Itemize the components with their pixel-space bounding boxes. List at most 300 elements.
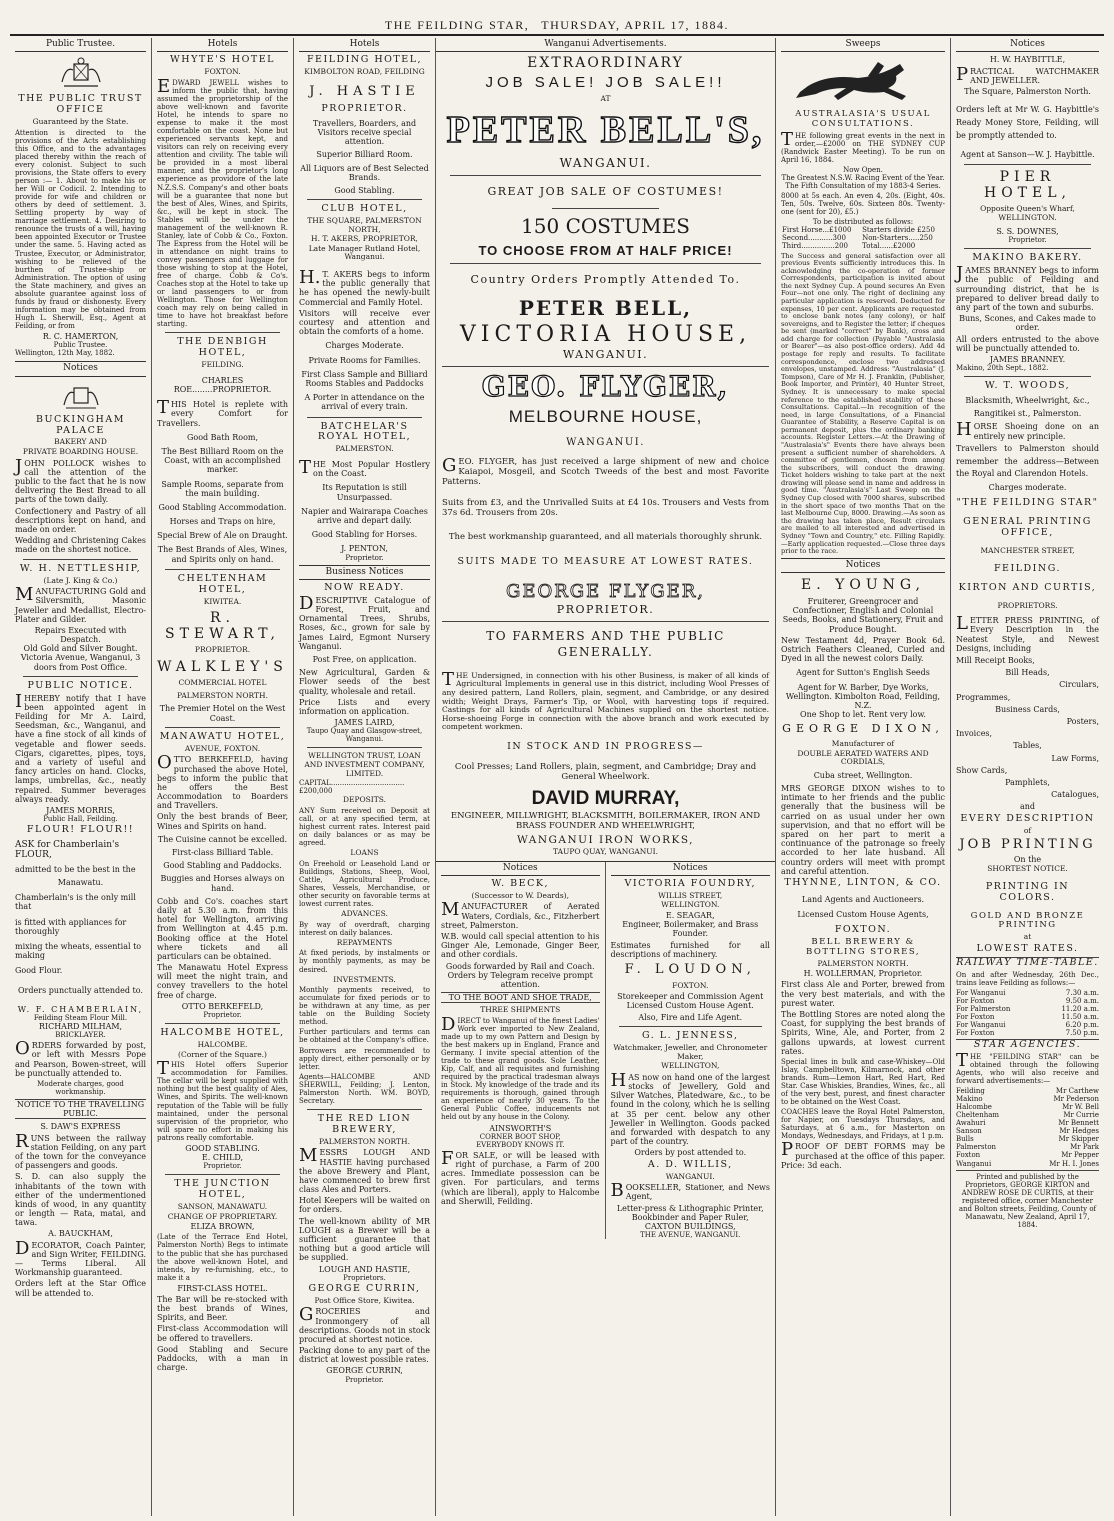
mana-6: Cobb and Co's. coaches start daily at 5.30 a.m. from this hotel for Wellington, arriving from Wellington at 4.45 p.m. Booking office at the Hotel where tickets and all particulars can be obtained.: [157, 896, 288, 961]
at-label: AT: [600, 93, 611, 103]
red-body: MESSRS LOUGH AND HASTIE having purchased the above Brewery and Plant, have commenced to brew first class Ales and Porters.: [299, 1145, 430, 1195]
column-heading: Public Trustee.: [15, 38, 146, 52]
feil-2: Superior Billiard Room.: [316, 150, 413, 160]
biz-now: NOW READY.: [324, 581, 405, 593]
denbigh-prop: CHARLES ROE........PROPRIETOR.: [173, 375, 272, 394]
column-5: [776, 38, 951, 1516]
junc-body: (Late of the Terrace End Hotel, Palmerston North) Begs to intimate to the public that she has purchased the above well-known Hotel, and intends, by re-furnishing, etc., to make it a: [157, 1233, 288, 1282]
aus-body: THE following great events in the next in order,—£2000 on THE SYDNEY CUP (Randwick Easter Meeting). To be run on April 16, 1884.: [781, 128, 945, 165]
halc-sign: E. CHILD,: [201, 1152, 244, 1162]
table-row: Bulls Mr Skipper: [956, 1135, 1099, 1144]
denbigh-sub: FEILDING.: [201, 360, 244, 370]
column-4-notices: [436, 861, 775, 1240]
bell-3: COACHES leave the Royal Hotel Palmerston, for Napier, on Tuesdays Thursdays, and Saturdays, at 6 a.m., for Masterton on Mondays, Wednesdays, and Fridays, at 1 p.m.: [781, 1108, 945, 1141]
chelt-prop: R. STEWART,: [165, 610, 280, 643]
walk-title: WALKLEY'S: [157, 659, 288, 676]
woods-body: HORSE Shoeing done on an entirely new principle.: [956, 419, 1099, 441]
column-heading: Hotels: [299, 38, 430, 52]
pollock-3: Wedding and Christening Cakes made on the shortest notice.: [15, 536, 146, 555]
list-item: Posters,: [1066, 716, 1099, 726]
notices-sub-b: [606, 862, 776, 1240]
junc-sub2: CHANGE OF PROPRIETARY.: [167, 1211, 278, 1221]
junc-name: ELIZA BROWN,: [190, 1222, 255, 1232]
mana-4: Good Stabling and Paddocks.: [163, 861, 282, 871]
flour-6: mixing the wheats, essential to making: [15, 941, 142, 961]
feil-prop: PROPRIETOR.: [321, 102, 408, 114]
every-description: EVERY DESCRIPTION: [960, 813, 1095, 825]
table-row: For Wanganui 6.20 p.m.: [956, 1020, 1099, 1029]
mak-date: Makino, 20th Sept., 1882.: [956, 364, 1049, 373]
halc-sub2: (Corner of the Square.): [178, 1049, 267, 1059]
whyte-body: EDWARD JEWELL wishes to inform the public that, having assumed the proprietorship of the above well-known and favorite Hotel, he intends to spare no expense to make it the most comfortable on the coast. None but experienced servants kept, and visitors can rely on receiving every attention and civility. The table will be provided in a most liberal manner, and the proprietor's long experience as providore of the late N.Z.S.S. Company's and other boats will be a guarantee that none but the best of Ales, Wines, and Spirits, &c., will be kept in stock. The Stables will be under the management of the well-known R. Stanley, late of Cobb & Co., Foxton. The Express from the Hotel will be in attendance on night trains to convey passengers and luggage for those wishing to stop at the Hotel, free of charge. Cobb & Co's. Coaches stop at the Hotel to take up or land passengers to or from Wellington. Those for Wellington coach may rely on being called in time to have hot breakfast before starting.: [157, 75, 288, 329]
flour-5: is fitted with appliances for thoroughly: [15, 917, 127, 936]
denbigh-body: THIS Hotel is replete with every Comfort for Travellers.: [157, 397, 288, 428]
mak-sign: JAMES BRANNEY.: [989, 354, 1066, 364]
column-2: [152, 38, 294, 1516]
flyger-prop: PROPRIETOR.: [556, 603, 655, 617]
public-notice: PUBLIC NOTICE.: [27, 679, 134, 691]
flour-sign2: Feilding Steam Flour Mill.: [33, 1013, 128, 1022]
prize-table: [781, 226, 945, 250]
wanganui-1: WANGANUI.: [559, 156, 652, 170]
curr-sign: GEORGE CURRIN,: [326, 1366, 403, 1376]
batch-body: THE Most Popular Hostlery on the Coast.: [299, 457, 430, 479]
mana-sign2: Proprietor.: [203, 1011, 242, 1020]
wanganui-3: WANGANUI.: [566, 436, 645, 448]
mak-2: All orders entrusted to the above will be punctually attended to.: [956, 334, 1099, 353]
column-heading: Sweeps: [781, 38, 945, 52]
dixon-sub: Manufacturer of: [831, 738, 895, 748]
bell-sub: PALMERSTON NORTH.: [817, 958, 909, 968]
denbigh-3: Sample Rooms, separate from the main building.: [161, 479, 284, 498]
club-prop: H. T. AKERS, PROPRIETOR,: [311, 234, 418, 244]
flour-4: Chamberlain's is the only mill that: [15, 893, 136, 912]
wills-2: CAXTON BUILDINGS,: [644, 1221, 736, 1231]
halc-sign2: Proprietor.: [203, 1162, 242, 1171]
young-3: Agent for W. Barber, Dye Works, Wellington. Kimbolton Road, Feilding, N.Z.: [785, 682, 941, 710]
flour-2: admitted to be the best in the: [15, 864, 136, 874]
denbigh-title: THE DENBIGH HOTEL,: [177, 336, 268, 359]
agents-title: STAR AGENCIES.: [956, 1039, 1099, 1051]
printing-colors: PRINTING IN COLORS.: [985, 880, 1070, 903]
feil-sub: KIMBOLTON ROAD, FEILDING: [304, 67, 425, 77]
murray-works: WANGANUI IRON WORKS,: [516, 833, 695, 846]
flour-7: Good Flour.: [15, 966, 63, 976]
job-sale: JOB SALE! JOB SALE!!: [485, 74, 726, 92]
extraordinary: EXTRAORDINARY: [527, 55, 684, 72]
table-row: Foxton Mr Pepper: [956, 1151, 1099, 1160]
beck-title: W. BECK,: [491, 877, 549, 889]
trust-sign2: Public Trustee.: [53, 341, 108, 350]
dixon-body: MRS GEORGE DIXON wishes to to intimate to her friends and the public generally that the business will be carried on as usual under her own supervision, and that no effort will be spared on her part to merit a continuance of the patronage so freely accorded to her late husband. All country orders will meet with prompt and careful attention.: [781, 784, 945, 876]
column-heading: Notices: [956, 38, 1099, 52]
trust-sign: R. C. HAMERTON,: [42, 331, 119, 341]
beck-1: W.B. would call special attention to his Ginger Ale, Lemonade, Ginger Beer, and other cordials.: [441, 931, 600, 960]
wtl-capital: CAPITAL.................................£200,000: [299, 779, 405, 796]
whyte-title: WHYTE'S HOTEL: [170, 54, 275, 66]
curr-1: Packing done to any part of the district at lowest possible rates.: [299, 1346, 430, 1365]
curr-sign2: Proprietor.: [345, 1375, 384, 1384]
wanganui-2: WANGANUI.: [562, 348, 649, 362]
trust-body: Attention is directed to the provisions of the Acts establishing this Office, and to the advantages placed thereby within the reach of every colonist. Subject to such provisions, the State offers to every person :— 1. About to make his or her Will or Codicil. 2. Intending to provide for wife and children or others by deed of settlement. 3. Settling property by way of marriage settlement. 4. Desiring to renounce the trusts of a will, having been appointed Executor or Trustee under the same. 5. Having acted as Trustee, Executor, or Administrator, wishing to be relieved of the burthen of Trustee-ship or Administration. The option of using the State machinery, and gives an absolute guarantee against loss of funds by fraud or dishonesty. Every information may be obtained from Hugh L. Sherwill, Esq., Agent at Feilding, or from: [15, 128, 146, 330]
morris-body: IHEREBY notify that I have been appointed agent in Feilding for Mr A. Laird, Seedsman, &c., Wanganui, and have a fine stock of all kinds of vegetable and flower seeds. Cigars, cigarettes, pipes, toys, and a variety of useful and fancy articles on hand. Clocks, lamps, umbrellas, &c., neatly repaired. Summer beverages always ready.: [15, 690, 146, 804]
trust-date: Wellington, 12th May, 1882.: [15, 349, 115, 358]
dixon-sub2: DOUBLE AERATED WATERS AND CORDIALS,: [797, 748, 929, 767]
list-item: Catalogues,: [1051, 790, 1099, 800]
biz-body: DESCRIPTIVE Catalogue of Forest, Fruit, and Ornamental Trees, Shrubs, Roses, &c., grown for sale by James Laird, Egmont Nursery Wanganui.: [299, 592, 430, 651]
aus-1: The Greatest N.S.W. Racing Event of the Year.: [781, 174, 945, 183]
lowest-rates: LOWEST RATES.: [976, 942, 1079, 954]
denbigh-2: The Best Billiard Room on the Coast, with an accomplished marker.: [161, 446, 284, 475]
aus-4: To be distributed as follows:: [812, 218, 914, 227]
mana-sign: OTTO BERKEFELD,: [181, 1001, 264, 1011]
mana-5: Buggies and Horses always on hand.: [160, 874, 285, 893]
list-item: Pamphlets,: [1005, 777, 1050, 787]
feil-name: J. HASTIE: [309, 83, 420, 99]
woods-2: Charges moderate.: [988, 483, 1067, 493]
flyger-body: GEO. FLYGER, has just received a large shipment of new and choice Kaiapoi, Mosgeil, and Scotch Tweeds of the best and most Favorite Patterns.: [442, 455, 769, 487]
mak-title: MAKINO BAKERY.: [972, 252, 1083, 264]
halc-title: HALCOMBE HOTEL,: [160, 1027, 285, 1039]
farmers-title: TO FARMERS AND THE PUBLIC: [486, 629, 725, 644]
table-row: Feilding Mr Carthew: [956, 1087, 1099, 1096]
halc-1: GOOD STABLING.: [185, 1143, 260, 1153]
list-item: Law Forms,: [1051, 753, 1099, 763]
buckingham-title: BUCKINGHAM PALACE: [36, 413, 125, 436]
gold-printing: GOLD AND BRONZE PRINTING: [970, 910, 1085, 931]
young-title: E. YOUNG,: [800, 577, 926, 593]
table-row: Third...............200 Total......£2000: [782, 242, 916, 251]
wtl-8: Agents—HALCOMBE AND SHERWILL, Feilding; J. Lenton, Palmerston North. WM. BOYD, Secretary.: [299, 1072, 430, 1105]
table-row: Wanganui Mr H. I. Jones: [956, 1159, 1099, 1168]
club-2: Charges Moderate.: [325, 341, 404, 351]
woods-addr: Rangitikei st., Palmerston.: [973, 409, 1082, 419]
columns: [10, 38, 1104, 1516]
boot-body: DIRECT to Wanganui of the finest Ladies' Work ever imported to New Zealand, made up to my own Pattern and Design by the best makers up in England, France and Germany. I invite special attention of the trade to these grand goods. Sole Leather, Kip, Calf, and all requisites and furnishing required by the practical tradesman always in Stock. My knowledge of the trade and its requirements is thorough, gained through an experience of nearly 30 years. To the General Public Coffee, inducements not held out by any house in the Colony.: [441, 1013, 600, 1122]
hay-1: Orders left at Mr W. G. Haybittle's Ready Money Store, Feilding, will be promptly attended to.: [956, 105, 1099, 140]
wtl-inv: INVESTMENTS.: [333, 974, 396, 984]
flour-8: Orders punctually attended to.: [18, 985, 143, 995]
table-row: For Foxton 11.50 a.m.: [956, 1012, 1099, 1021]
paper-date: THURSDAY, APRIL 17, 1884.: [541, 18, 730, 33]
vf-title: VICTORIA FOUNDRY,: [624, 877, 757, 889]
buckingham-sub1: BAKERY AND: [54, 437, 107, 447]
club-3: Private Rooms for Families.: [308, 355, 421, 365]
mana-sub: AVENUE, FOXTON.: [184, 743, 261, 753]
feil-4: Good Stabling.: [334, 185, 395, 195]
wtl-7: Borrowers are recommended to apply direct, either personally or by letter.: [299, 1046, 430, 1071]
list-item: Tables,: [1013, 741, 1042, 751]
imprint: Printed and published by the Proprietors, GEORGE KIRTON and ANDREW ROSE DE CURTIS, at their registered office, corner Manchester and Bolton streets, Feilding, County of Manawatu, New Zealand, April 17, 1884.: [956, 1170, 1099, 1229]
bell-2: Special lines in bulk and case-Whiskey—Old Islay, Campbelltown, Kilmarnock, and other brands. Rum—Lemon Hart, Red Hart, Red Star. Case Whiskies, Brandies, Wines, &c., all of the very best, purest, and finest character to be obtained on the West Coast.: [781, 1057, 945, 1107]
loudon-1: Also, Fire and Life Agent.: [638, 1012, 743, 1022]
red-sign: LOUGH AND HASTIE,: [318, 1264, 411, 1274]
loudon-title: F. LOUDON,: [624, 961, 756, 977]
aus-3: 8000 at 5s each. An even 4, 20s. (Eight, 40s. Ten, 50s. Twelve, 60s. Sixteen 80s. Twenty-one (sent for 20), £5.): [781, 192, 945, 217]
biz-1: Post Free, on application.: [312, 654, 417, 664]
beck-3: Orders by Telegram receive prompt attention.: [447, 970, 593, 989]
table-row: Awahuri Mr Bennett: [956, 1119, 1099, 1128]
notices-heading: Notices: [15, 361, 146, 376]
vf-body: Engineer, Boilermaker, and Brass Founder.: [622, 920, 759, 939]
club-4: First Class Sample and Billiard Rooms Stables and Paddocks: [301, 369, 428, 388]
daw: S. DAW'S EXPRESS: [40, 1122, 121, 1132]
jen-1: Orders by post attended to.: [634, 1148, 747, 1158]
bell-1: The Bottling Stores are noted along the Coast, for supplying the best brands of Spirits, Wine, Ale, and Porter, from 2 gallons upwards, at lowest current rates.: [781, 1010, 945, 1056]
list-item: Programmes,: [956, 692, 1011, 702]
boot-sign: AINSWORTH'S: [489, 1123, 552, 1133]
boot-sign3: EVERYBODY KNOWS IT.: [476, 1140, 565, 1149]
crest-icon: [61, 381, 101, 411]
club-title: CLUB HOTEL,: [321, 203, 408, 215]
table-row: Makino Mr Pederson: [956, 1095, 1099, 1104]
nettleship-3: Old Gold and Silver Bought.: [23, 644, 138, 654]
young-1: New Testament 4d, Prayer Book 6d. Ostrich Feathers Cleaned, Curled and Dyed in all the newest colors Daily.: [781, 635, 945, 664]
list-item: Invoices,: [956, 729, 993, 739]
nettleship-2: Repairs Executed with Despatch.: [34, 625, 127, 645]
laird-addr: Taupo Quay and Glasgow-street, Wanganui.: [306, 727, 423, 744]
junc-title: THE JUNCTION HOTEL,: [174, 1178, 271, 1201]
red-sign2: Proprietors.: [343, 1273, 386, 1282]
thynne-2: Licensed Custom House Agents,: [797, 910, 929, 920]
laird-sign: JAMES LAIRD,: [334, 718, 395, 728]
milham: RICHARD MILHAM,: [38, 1021, 123, 1031]
hay-2: Agent at Sanson—W. J. Haybittle.: [960, 150, 1095, 160]
morris-sign2: Public Hall, Feilding.: [43, 815, 118, 824]
wills-1: Letter-press & Lithographic Printer, Bookbinder and Paper Ruler,: [616, 1203, 764, 1222]
dixon-addr: Cuba street, Wellington.: [813, 770, 913, 780]
star-title: "THE FEILDING STAR": [956, 497, 1099, 509]
junc-3: First-class Accommodation will be offered to travellers.: [157, 1324, 288, 1343]
wills-sub: WANGANUI.: [665, 1171, 715, 1181]
table-row: For Foxton 7.50 p.m.: [956, 1028, 1099, 1037]
table-row: Second...........300 Non-Starters.....250: [782, 234, 933, 243]
pollock-2: Confectionery and Pastry of all descriptions kept on hand, and made on order.: [15, 506, 146, 535]
beck-2: Goods forwarded by Rail and Coach.: [445, 961, 595, 971]
biz-2: New Agricultural, Garden & Flower seeds of the best quality, wholesale and retail.: [299, 668, 430, 696]
biz-heading: Business Notices: [299, 565, 430, 580]
column-4: [436, 38, 776, 1516]
batch-1: Its Reputation is still Unsurpassed.: [322, 483, 407, 502]
boot-sub: THREE SHIPMENTS: [480, 1005, 561, 1015]
batch-title: BATCHELAR'S ROYAL HOTEL,: [317, 420, 412, 443]
sale-body: FOR SALE, or will be leased with right of purchase, a Farm of 200 acres. Immediate possession can be given. For particulars, and terms (which are liberal), apply to Halcombe and Sherwill, Feilding.: [441, 1147, 600, 1206]
aus-open: Now Open.: [843, 166, 883, 175]
wtl-title: WELLINGTON TRUST, LOAN AND INVESTMENT COMPANY, LIMITED.: [304, 751, 425, 778]
red-title: THE RED LION BREWERY,: [317, 1112, 412, 1135]
list-item: and: [1019, 802, 1036, 812]
trust-title: THE PUBLIC TRUST OFFICE: [18, 93, 143, 116]
murray-trades: ENGINEER, MILLWRIGHT, BLACKSMITH, BOILERMAKER, IRON AND BRASS FOUNDER AND WHEELWRIGHT,: [450, 811, 761, 832]
denbigh-1: Good Bath Room,: [186, 432, 259, 442]
at-label: at: [1023, 932, 1032, 942]
woods-sub: Blacksmith, Wheelwright, &c.,: [965, 396, 1090, 406]
costumes-sale: GREAT JOB SALE OF COSTUMES!: [487, 184, 724, 198]
pier-prop2: Proprietor.: [1008, 236, 1047, 245]
table-row: Cheltenham Mr Currie: [956, 1111, 1099, 1120]
star-town: FEILDING.: [993, 562, 1062, 574]
wtl-body: ANY Sum received on Deposit at call, or at any specified term, at highest current rates. Interest paid on daily balances or as may be agreed.: [299, 806, 430, 848]
job-printing: JOB PRINTING: [959, 837, 1096, 853]
bauckham-2: Orders left at the Star Office will be attended to.: [15, 1279, 146, 1298]
club-sub: THE SQUARE, PALMERSTON NORTH,: [307, 215, 422, 234]
agents-body: THE "FEILDING STAR" can be obtained through the following Agents, who will also receive and forward advertisements:—: [956, 1049, 1099, 1086]
wills-body: BOOKSELLER, Stationer, and News Agent,: [610, 1180, 770, 1202]
mak-1: Buns, Scones, and Cakes made to order.: [959, 314, 1096, 333]
peter-bell: PETER BELL,: [518, 296, 693, 321]
table-row: For Wanganui 7.30 a.m.: [956, 988, 1099, 997]
club-body: H.T. AKERS begs to inform the public generally that he has opened the newly-built Commercial and Family Hotel.: [299, 267, 430, 307]
batch-sub: PALMERSTON.: [335, 444, 394, 454]
mana-3: First-class Billiard Table.: [171, 848, 274, 858]
flour-1: ASK for Chamberlain's FLOUR,: [15, 840, 120, 861]
batch-2: Napier and Wairarapa Coaches arrive and depart daily.: [301, 506, 428, 525]
junc-2: The Bar will be re-stocked with the best brands of Wines, Spirits, and Beer.: [157, 1294, 288, 1323]
curr-sub: Post Office Store, Kiwitea.: [314, 1295, 415, 1305]
wtl-adv: ADVANCES.: [341, 909, 388, 919]
farmers-generally: GENERALLY.: [557, 644, 654, 659]
beck-body: MANUFACTURER of Aerated Waters, Cordials, &c., Fitzherbert street, Palmerston.: [441, 899, 600, 930]
young-body: Fruiterer, Greengrocer and Confectioner, English and Colonial Seeds, Books, and Stationery, Fruit and Produce Bought.: [782, 597, 944, 634]
pier-prop: S. S. DOWNES,: [996, 227, 1059, 237]
pollock-body: JOHN POLLOCK wishes to call the attention of the public to the fact that he is now delivering the Best Bread to all parts of the town daily.: [15, 455, 146, 505]
costumes-150: 150 COSTUMES: [521, 214, 690, 239]
hay-title: H. W. HAYBITTLE,: [989, 55, 1066, 65]
list-item: Bill Heads,: [1005, 668, 1050, 678]
on-the: On the: [1013, 854, 1042, 864]
bauckham-body: DECORATOR, Coach Painter, and Sign Writer, FEILDING.— Terms Liberal. All Workmanship guaranteed.: [15, 1237, 146, 1278]
country-orders: Country Orders Promptly Attended To.: [470, 273, 741, 287]
rail-title: RAILWAY TIME-TABLE.: [956, 956, 1099, 968]
loudon-sub: FOXTON.: [672, 980, 709, 990]
star-props: KIRTON AND CURTIS,: [958, 581, 1097, 593]
red-sub: PALMERSTON NORTH.: [319, 1136, 410, 1146]
wtl-2: On Freehold or Leasehold Land or Buildings, Stations, Sheep, Wool, Cattle, Agricultural Produce, Shares, Vessels, Merchandise, or other security on favorable terms at lowest current rates.: [299, 859, 430, 909]
thynne-3: FOXTON.: [834, 924, 892, 936]
half-price: TO CHOOSE FROM AT HALF PRICE!: [478, 243, 733, 259]
flyger-suits: Suits from £3, and the Unrivalled Suits at £4 10s. Trousers and Vests from 37s 6d. Trousers from 20s.: [442, 498, 769, 519]
list-item: Mill Receipt Books,: [956, 656, 1035, 666]
walk-body: The Premier Hotel on the West Coast.: [159, 704, 286, 723]
dixon-title: GEORGE DIXON,: [782, 722, 944, 736]
batch-sign: J. PENTON,: [341, 544, 388, 554]
nettleship-body: MANUFACTURING Gold and Silversmith, Masonic Jeweller and Medallist, Electro-Plater and Gilder.: [15, 584, 146, 624]
halc-sub: HALCOMBE.: [197, 1040, 248, 1050]
woods-1: Travellers to Palmerston should remember the address—Between the Royal and Clarendon Hotels.: [956, 443, 1099, 479]
flour-3: Manawatu.: [57, 878, 104, 888]
bell-prop: H. WOLLERMAN, Proprietor.: [803, 969, 923, 979]
beck-sub: (Successor to W. Deards),: [471, 890, 569, 900]
peter-bells: PETER BELL'S,: [446, 109, 765, 152]
curr-title: GEORGE CURRIN,: [308, 1282, 421, 1294]
notices-heading: Notices: [781, 558, 945, 573]
denbigh-5: Horses and Traps on hire,: [169, 517, 276, 527]
batch-sign2: Proprietor.: [345, 553, 384, 562]
royal-arms-icon: [58, 56, 104, 90]
geo-flyger: GEO. FLYGER,: [481, 369, 730, 403]
nettleship-sub: (Late J. King & Co.): [43, 575, 118, 585]
printing-list: [956, 656, 1099, 811]
daw-body: RUNS between the railway station Feilding, on any part of the town for the conveyance of passengers and goods.: [15, 1130, 146, 1171]
boot-title: TO THE BOOT AND SHOE TRADE,: [441, 992, 600, 1003]
murray-addr: TAUPO QUAY, WANGANUI.: [553, 846, 658, 856]
nettleship-4: Victoria Avenue, Wanganui, 3 doors from Post Office.: [20, 653, 141, 672]
wtl-5: Monthly payments received, to accumulate for fixed periods or to be withdrawn at any time, as per table on the Building Society method.: [299, 986, 430, 1027]
denbigh-4: Good Stabling Accommodation.: [158, 502, 287, 512]
table-row: Sanson Mr Hedges: [956, 1127, 1099, 1136]
curr-body: GROCERIES and Ironmongery of all descriptions. Goods not in stock procured at shortest notice.: [299, 1304, 430, 1344]
aus-2: The Fifth Consultation of my 1883-4 Series.: [785, 182, 941, 191]
flyger-work: The best workmanship guaranteed, and all materials thoroughly shrunk.: [448, 532, 763, 543]
chelt-title: CHELTENHAM HOTEL,: [177, 572, 268, 595]
pier-sub2: WELLINGTON.: [998, 213, 1057, 223]
mana-2: The Cuisine cannot be excelled.: [157, 834, 288, 844]
wtl-rep: REPAYMENTS: [336, 937, 393, 947]
table-row: For Palmerston 11.20 a.m.: [956, 1004, 1099, 1013]
david-murray: DAVID MURRAY,: [531, 788, 680, 810]
halc-body: THIS Hotel offers Superior accommodation for Families. The cellar will be kept supplied with nothing but the best quality of Ales, Wines, and Spirits. The well-known reputation of the Table will be fully maintained, under the personal supervision of the proprietor, who will spare no effort in making his patrons really comfortable.: [157, 1058, 288, 1142]
agents-table: [956, 1087, 1099, 1167]
jen-sub2: WELLINGTON,: [661, 1061, 720, 1071]
star-body: LETTER PRESS PRINTING, of Every Description in the Neatest Style, and Newest Designs, including: [956, 613, 1099, 653]
young-4: One Shop to let. Rent very low.: [800, 710, 926, 720]
batch-3: Good Stabling for Horses.: [311, 530, 418, 540]
club-late: Late Manager Rutland Hotel, Wanganui.: [308, 243, 421, 262]
table-row: For Foxton 9.50 a.m.: [956, 996, 1099, 1005]
racehorse-icon: [788, 56, 938, 106]
vf-1: Estimates furnished for all descriptions of machinery.: [610, 940, 770, 959]
morris-sign: JAMES MORRIS,: [46, 805, 115, 815]
chelt-prop2: PROPRIETOR.: [194, 645, 251, 655]
walk-sub: COMMERCIAL HOTEL: [178, 678, 267, 688]
jen-body: HAS now on hand one of the largest stocks of Jewellery, Gold and Silver Watches, Platedware, &c., to be found in the colony, which he is selling at 35 per cent. below any other Jeweller in Wellington. Goods packed and forwarded with despatch to any part of the country.: [610, 1069, 770, 1147]
rail-table: [956, 989, 1099, 1037]
column-6: [951, 38, 1104, 1516]
feil-1: Travellers, Boarders, and Visitors receive special attention.: [312, 118, 417, 147]
flyger-sign: GEORGE FLYGER,: [505, 580, 706, 602]
column-heading: Hotels: [157, 38, 288, 52]
flyger-measure: SUITS MADE TO MEASURE AT LOWEST RATES.: [457, 555, 754, 567]
aus-title: AUSTRALASIA'S USUAL CONSULTATIONS.: [795, 109, 931, 130]
bell-body: First class Ale and Porter, brewed from the very best materials, and with the purest water.: [781, 980, 945, 1008]
bell-title: BELL BREWERY & BOTTLING STORES,: [805, 937, 921, 957]
star-addr: MANCHESTER STREET,: [980, 546, 1075, 556]
club-5: A Porter in attendance on the arrival of every train.: [304, 393, 425, 412]
wtl-3: By way of overdraft, charging interest on daily balances.: [299, 920, 430, 937]
feil-title: FEILDING HOTEL,: [306, 54, 423, 66]
wtl-dep: DEPOSITS.: [342, 795, 387, 805]
vf-name: E. SEAGAR,: [665, 911, 715, 921]
instock-body: Cool Presses; Land Rollers, plain, segment, and Cambridge; Dray and General Wheelwork.: [454, 761, 757, 782]
proof-forms: PROOF OF DEBT FORMS may be purchased at the office of this paper. Price: 3d each.: [781, 1139, 945, 1170]
woods-title: W. T. WOODS,: [984, 380, 1071, 392]
denbigh-6: Special Brew of Ale on Draught.: [157, 531, 288, 541]
buckingham-sub2: PRIVATE BOARDING HOUSE.: [22, 447, 139, 457]
denbigh-7: The Best Brands of Ales, Wines, and Spirits only on hand.: [157, 545, 288, 564]
wills-3: THE AVENUE, WANGANUI.: [640, 1231, 741, 1240]
wtl-6: Further particulars and terms can be obtained at the Company's office.: [299, 1028, 430, 1045]
column-heading: Notices: [611, 862, 771, 876]
star-props2: PROPRIETORS.: [997, 600, 1058, 610]
chelt-sub: KIWITEA.: [203, 596, 242, 606]
list-item: Show Cards,: [956, 765, 1008, 775]
victoria-house: VICTORIA HOUSE,: [459, 322, 752, 348]
list-item: Business Cards,: [995, 704, 1060, 714]
boot-sign2: CORNER BOOT SHOP,: [479, 1132, 561, 1141]
loudon-body: Storekeeper and Commission Agent Licensed Custom House Agent.: [617, 991, 764, 1010]
bauckham: A. BAUCKHAM,: [48, 1229, 113, 1239]
jen-title: G. L. JENNESS,: [642, 1030, 739, 1042]
